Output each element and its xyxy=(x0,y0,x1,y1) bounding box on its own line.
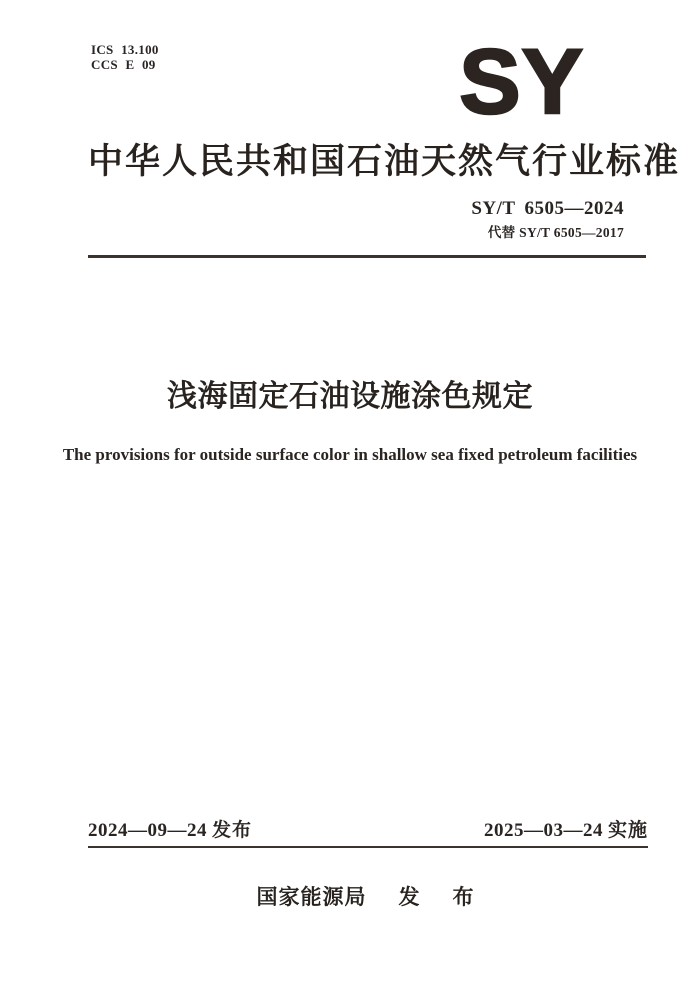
standard-number-block xyxy=(471,198,624,241)
ics-code: ICS 13.100 xyxy=(91,42,159,57)
dates-row xyxy=(88,819,648,843)
standard-number: SY/T 6505—2024 xyxy=(471,198,624,219)
header-divider-line xyxy=(88,255,646,258)
implement-date-label: 实施 xyxy=(607,820,648,841)
issuer-name: 国家能源局 xyxy=(256,886,367,909)
standard-category-title: 中华人民共和国石油天然气行业标准 xyxy=(88,142,681,181)
replaced-standard: 代替 SY/T 6505—2017 xyxy=(487,225,624,240)
implement-date-group xyxy=(484,819,648,843)
classification-codes xyxy=(91,42,159,72)
sy-logo: SY xyxy=(459,31,584,133)
issue-date-group xyxy=(88,819,252,843)
issue-date-label: 发布 xyxy=(212,820,253,841)
document-title-chinese: 浅海固定石油设施涂色规定 xyxy=(167,380,533,413)
footer-divider-line xyxy=(88,846,648,848)
document-title-english: The provisions for outside surface color in shallow sea fixed petroleum facilities xyxy=(62,445,638,464)
ccs-code: CCS E 09 xyxy=(91,57,156,72)
implement-date: 2025—03—24 xyxy=(483,820,603,841)
publish-label: 发 布 xyxy=(398,886,480,909)
issue-date: 2024—09—24 xyxy=(88,820,207,841)
issuer-row xyxy=(88,885,648,911)
